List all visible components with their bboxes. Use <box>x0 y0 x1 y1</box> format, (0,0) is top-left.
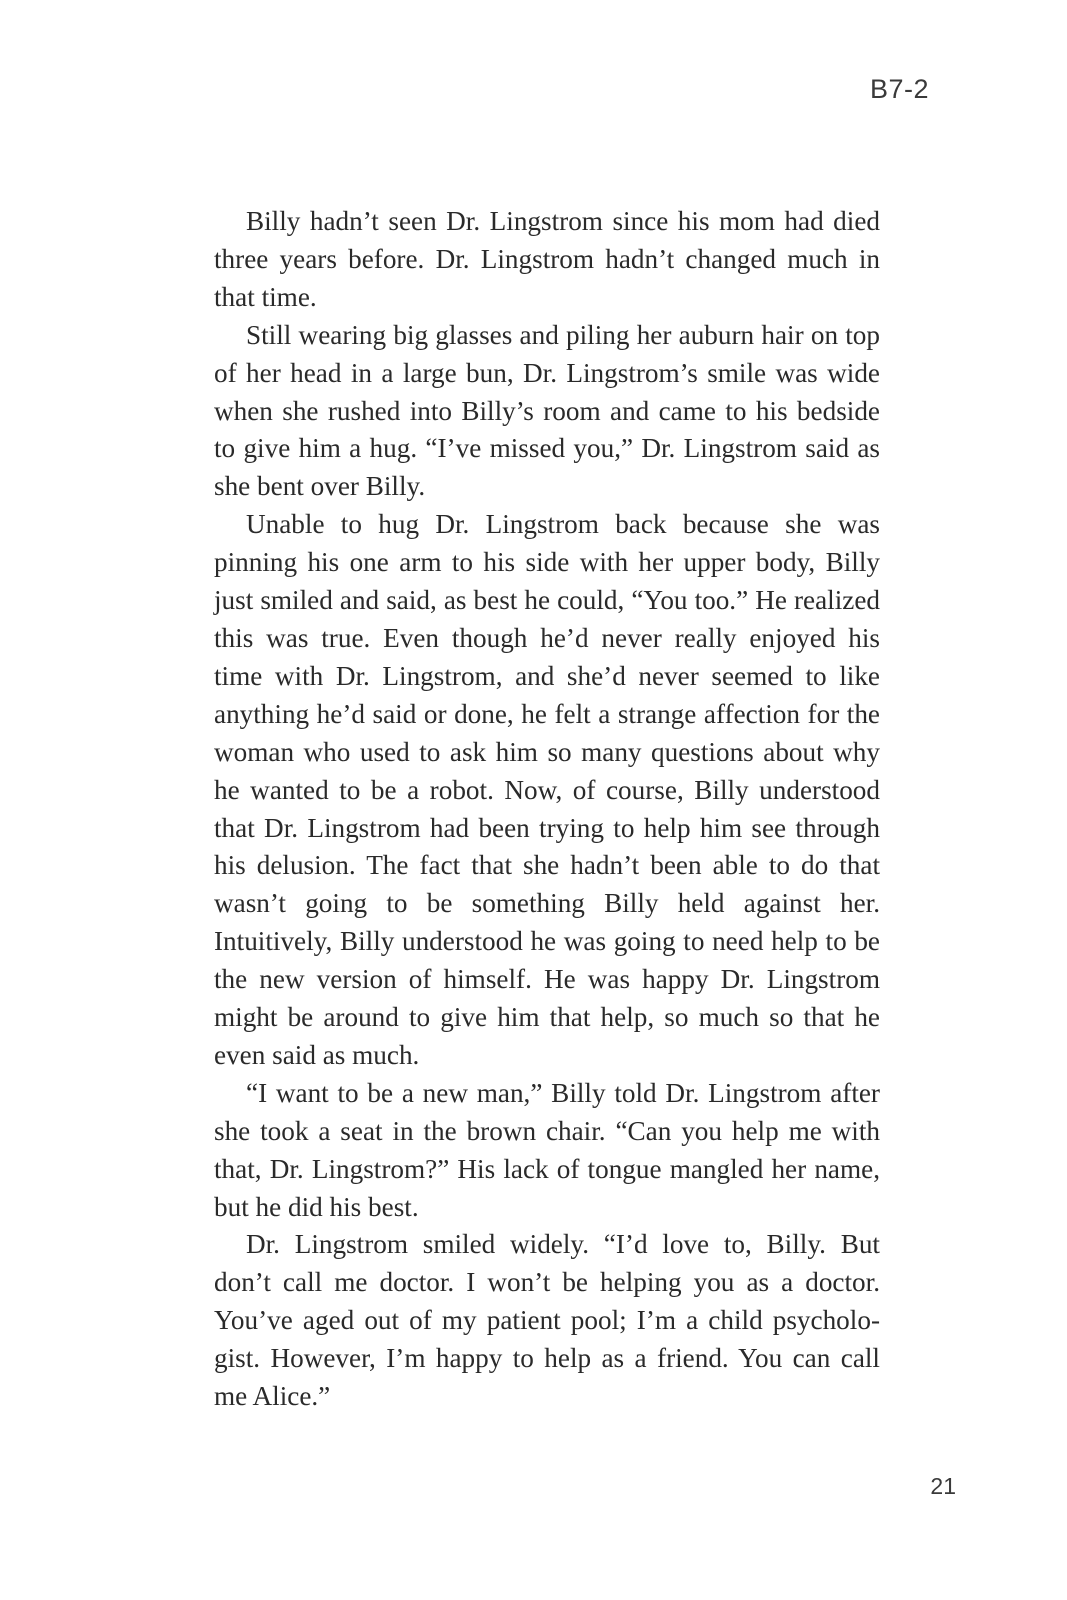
paragraph: Billy hadn’t seen Dr. Lingstrom since his mom had died three years before. Dr. Lingstrom hadn’t changed much in that time. <box>214 206 880 312</box>
chapter-tag: B7-2 <box>869 74 929 104</box>
body-text <box>214 203 880 1416</box>
paragraph: Unable to hug Dr. Lingstrom back because she was pinning his one arm to his side with her upper body, Billy just smiled and said, as best he could, “You too.” He realized this was true. Even though he’d never really enjoyed his time with Dr. Lingstrom, and she’d never seemed to like anything he’d said or done, he felt a strange affection for the woman who used to ask him so many questions about why he wanted to be a robot. Now, of course, Billy understood that Dr. Lingstrom had been trying to help him see through his delusion. The fact that she hadn’t been able to do that wasn’t going to be something Billy held against her. Intuitively, Billy understood he was going to need help to be the new version of himself. He was happy Dr. Lingstrom might be around to give him that help, so much so that he even said as much. <box>214 509 880 1070</box>
paragraph: “I want to be a new man,” Billy told Dr. Lingstrom after she took a seat in the brown chair. “Can you help me with that, Dr. Lingstrom?” His lack of tongue mangled her name, but he did his best. <box>214 1077 880 1222</box>
paragraph: Dr. Lingstrom smiled widely. “I’d love to, Billy. But don’t call me doctor. I won’t be helping you as a doctor. You’ve aged out of my patient pool; I’m a child psychologist. However, I’m happy to help as a friend. You can call me Alice.” <box>214 1229 880 1412</box>
page-number: 21 <box>930 1473 956 1499</box>
paragraph: Still wearing big glasses and piling her auburn hair on top of her head in a large bun, Dr. Lingstrom’s smile was wide when she rushed into Billy’s room and came to his bedside to give him a hug. “I’ve missed you,” Dr. Lingstrom said as she bent over Billy. <box>214 319 880 502</box>
